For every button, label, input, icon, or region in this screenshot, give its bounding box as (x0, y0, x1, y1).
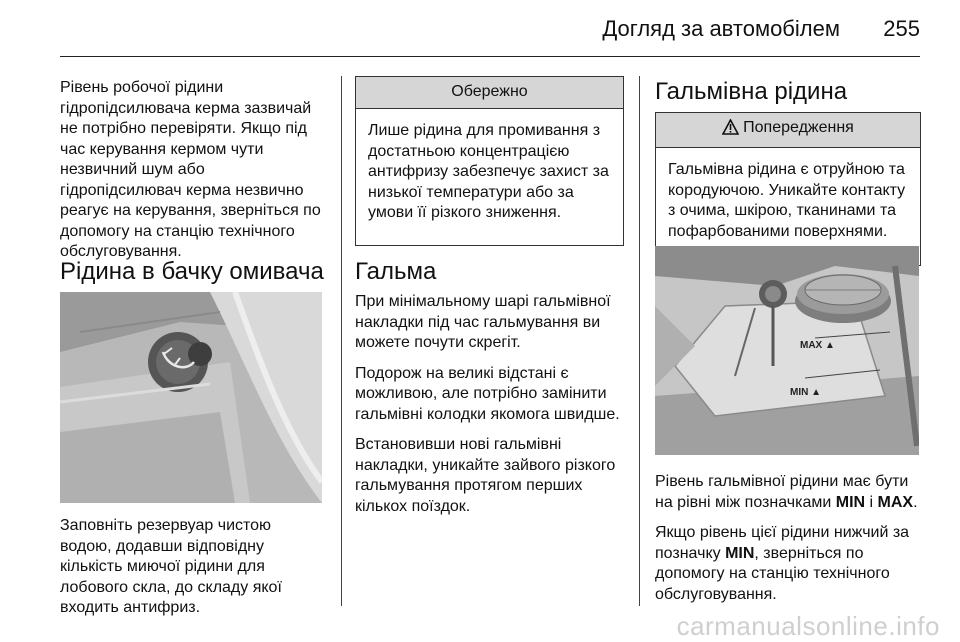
page-number: 255 (883, 16, 920, 41)
brake-fluid-p2-text-a: Якщо рівень цієї рідини нижчий за позначку (655, 524, 910, 562)
min-mark-text-2: MIN (725, 544, 755, 562)
brake-fluid-paragraph-1 (655, 472, 925, 513)
caution-box (355, 76, 624, 246)
warning-triangle-icon (722, 119, 739, 140)
warning-title: Попередження (743, 119, 854, 136)
column-divider-1 (341, 76, 342, 606)
period-text: . (913, 493, 918, 511)
min-marker: MIN ▲ (790, 387, 822, 398)
column-1 (60, 78, 330, 263)
column-divider-2 (639, 76, 640, 606)
brake-reservoir-illustration (655, 246, 919, 455)
caution-text: Лише рідина для промивання з достатньою концентрацією антифризу забезпечує захист за низької температури або за умови її різкого зниження. (368, 122, 609, 221)
header-divider (60, 56, 920, 57)
washer-fluid-paragraph: Заповніть резервуар чистою водою, додавши відповідну кількість миючої рідини для лобового скла, до складу якої входить антифриз. (60, 517, 282, 616)
max-marker: MAX ▲ (800, 340, 835, 351)
brakes-paragraph-2: Подорож на великі відстані є можливою, але потрібно замінити гальмівні колодки якомога швидше. (355, 364, 620, 423)
brakes-heading: Гальма (355, 258, 437, 285)
brakes-paragraph-1: При мінімальному шарі гальмівної накладки під час гальмування ви можете почути скрегіт. (355, 293, 611, 351)
washer-reservoir-figure (60, 292, 322, 503)
brake-fluid-p2-text-b: , зверніться по допомогу на станцію технічного обслуговування. (655, 544, 890, 603)
page-header-title: Догляд за автомобілем (602, 16, 840, 41)
brake-fluid-text (655, 472, 925, 605)
washer-reservoir-illustration (60, 292, 322, 503)
washer-fluid-heading: Рідина в бачку омивача (60, 258, 324, 285)
power-steering-paragraph: Рівень робочої рідини гідропідсилювача керма зазвичай не потрібно перевіряти. Якщо під час керування кермом чути незвичний шум або гідропідсилювач керма незвично реагує на керування, зверніться по допомогу на станцію технічного обслуговування. (60, 79, 321, 260)
washer-heading-wrap (60, 258, 340, 286)
brakes-paragraph-3: Встановивши нові гальмівні накладки, уникайте зайвого різкого гальмування протягом перших кількох поїздок. (355, 436, 616, 515)
max-mark-text: MAX (877, 493, 914, 511)
washer-text-wrap (60, 516, 322, 619)
brakes-section (355, 258, 625, 517)
warning-text: Гальмівна рідина є отруйною та кородуючою. Уникайте контакту з очима, шкірою, тканинами та пофарбованими поверхнями. (668, 161, 906, 240)
min-marker-label: MIN (790, 387, 809, 398)
brake-fluid-p1-text: Рівень гальмівної рідини має бути на рівні між позначками (655, 473, 909, 511)
min-mark-text: MIN (835, 493, 866, 511)
caution-title: Обережно (356, 77, 623, 109)
watermark: carmanualsonline.info (676, 611, 940, 641)
warning-header (656, 113, 920, 148)
max-marker-label: MAX (800, 340, 823, 351)
and-text: і (865, 493, 878, 511)
brake-fluid-heading: Гальмівна рідина (655, 78, 848, 105)
brake-fluid-heading-wrap (655, 78, 925, 106)
brake-reservoir-figure (655, 246, 919, 455)
warning-box (655, 112, 921, 266)
brake-fluid-paragraph-2 (655, 523, 925, 605)
